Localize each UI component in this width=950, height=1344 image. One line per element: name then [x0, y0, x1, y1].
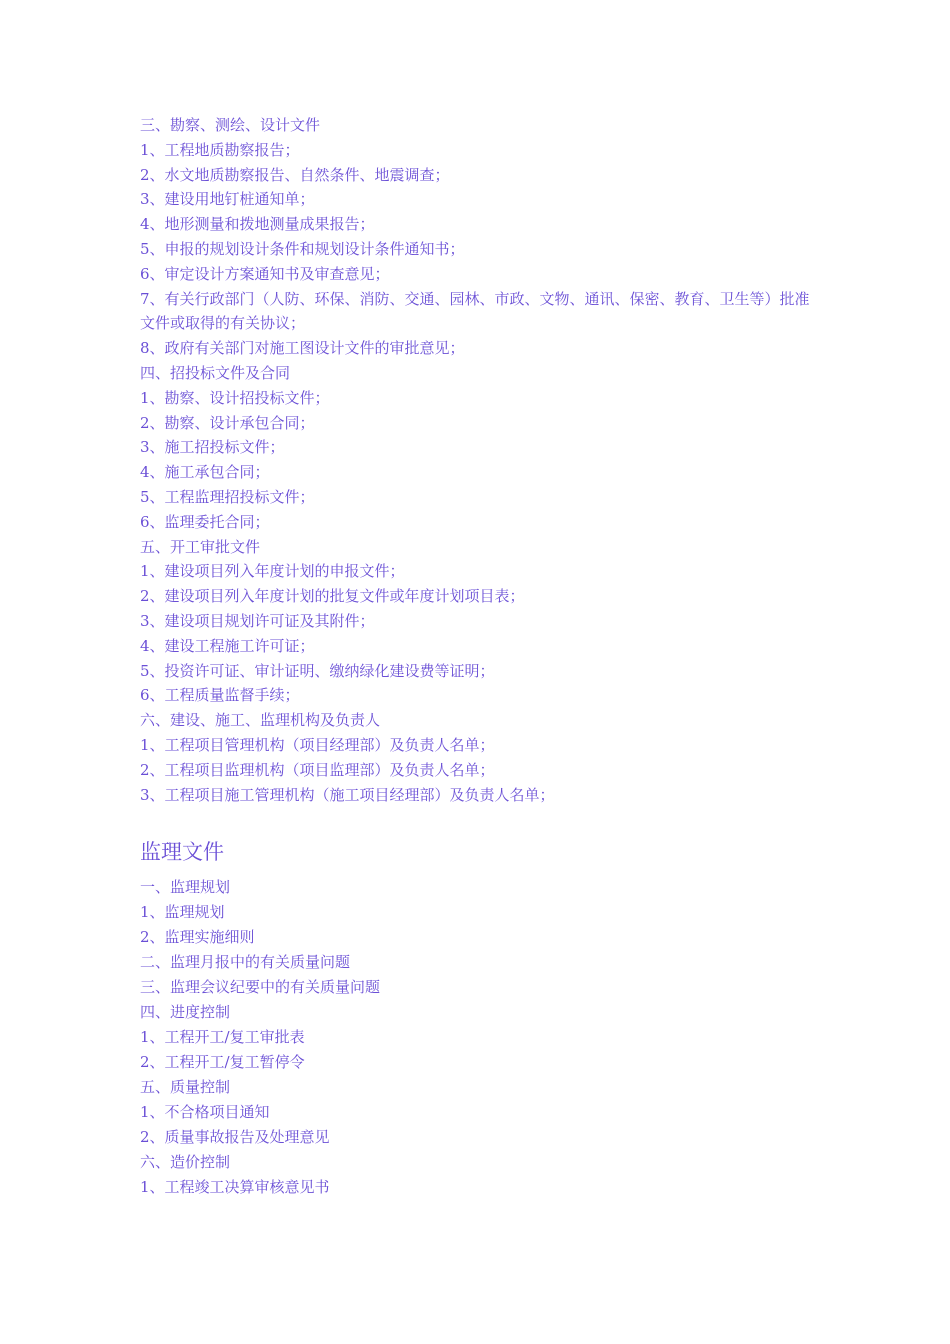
list-item: 二、监理月报中的有关质量问题: [140, 953, 351, 972]
list-block-project-files: [140, 113, 815, 807]
list-item: 1、工程竣工决算审核意见书: [140, 1178, 330, 1197]
list-item: 4、建设工程施工许可证；: [140, 636, 315, 655]
list-item: 三、监理会议纪要中的有关质量问题: [140, 978, 381, 997]
list-item: 五、开工审批文件: [140, 537, 261, 556]
list-item: 1、勘察、设计招投标文件；: [140, 388, 330, 407]
list-item: 7、有关行政部门（人防、环保、消防、交通、园林、市政、文物、通讯、保密、教育、卫生等）批准文件或取得的有关协议；: [140, 289, 810, 333]
list-item: 3、工程项目施工管理机构（施工项目经理部）及负责人名单；: [140, 785, 555, 804]
list-item: 三、勘察、测绘、设计文件: [140, 116, 321, 134]
list-item: 四、进度控制: [140, 1003, 231, 1022]
list-item: 2、质量事故报告及处理意见: [140, 1128, 330, 1147]
list-item: 3、施工招投标文件；: [140, 438, 285, 457]
list-item: 1、工程地质勘察报告；: [140, 140, 300, 159]
list-item: 六、建设、施工、监理机构及负责人: [140, 711, 381, 730]
list-item: 1、工程开工/复工审批表: [140, 1028, 305, 1047]
list-item: 3、建设用地钉桩通知单；: [140, 190, 315, 209]
list-item: 2、工程项目监理机构（项目监理部）及负责人名单；: [140, 760, 495, 779]
list-item: 5、申报的规划设计条件和规划设计条件通知书；: [140, 239, 465, 258]
list-item: 1、建设项目列入年度计划的申报文件；: [140, 562, 405, 581]
list-item: 2、工程开工/复工暂停令: [140, 1053, 305, 1072]
list-item: 6、审定设计方案通知书及审查意见；: [140, 264, 390, 283]
document-page: [140, 113, 815, 1200]
list-item: 5、工程监理招投标文件；: [140, 487, 315, 506]
list-item: 四、招投标文件及合同: [140, 363, 291, 382]
list-item: 2、监理实施细则: [140, 928, 255, 947]
section-title-supervision-files: 监理文件: [140, 840, 224, 865]
list-item: 六、造价控制: [140, 1153, 231, 1172]
list-item: 2、建设项目列入年度计划的批复文件或年度计划项目表；: [140, 587, 525, 606]
list-block-supervision-files: [140, 875, 815, 1200]
list-item: 6、监理委托合同；: [140, 512, 270, 531]
list-item: 3、建设项目规划许可证及其附件；: [140, 611, 375, 630]
list-item: 4、地形测量和拨地测量成果报告；: [140, 215, 375, 234]
list-item: 5、投资许可证、审计证明、缴纳绿化建设费等证明；: [140, 661, 495, 680]
list-item: 1、工程项目管理机构（项目经理部）及负责人名单；: [140, 735, 495, 754]
list-item: 五、质量控制: [140, 1078, 231, 1097]
list-item: 1、监理规划: [140, 903, 225, 922]
list-item: 8、政府有关部门对施工图设计文件的审批意见；: [140, 339, 465, 358]
list-item: 6、工程质量监督手续；: [140, 686, 300, 705]
list-item: 一、监理规划: [140, 878, 231, 897]
list-item: 1、不合格项目通知: [140, 1103, 270, 1122]
list-item: 2、勘察、设计承包合同；: [140, 413, 315, 432]
list-item: 4、施工承包合同；: [140, 463, 270, 482]
list-item: 2、水文地质勘察报告、自然条件、地震调查；: [140, 165, 450, 184]
